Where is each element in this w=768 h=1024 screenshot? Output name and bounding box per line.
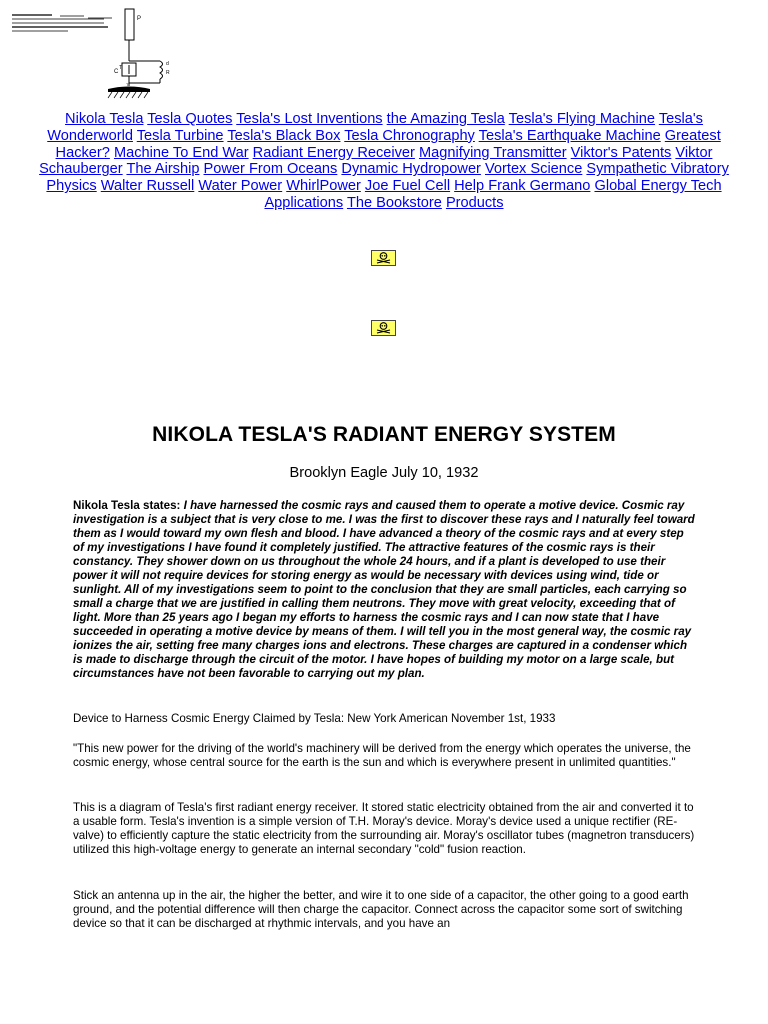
nav-link[interactable]: Help Frank Germano [454,178,591,195]
label-r: R [166,70,170,76]
nav-link[interactable]: Sympathetic Vibratory Physics [46,161,729,195]
nav-link[interactable]: Greatest Hacker? [55,127,721,161]
ground [108,87,150,93]
nav-link[interactable]: Joe Fuel Cell [364,178,451,195]
quote-paragraph: "This new power for the driving of the world's machinery will be derived from the energy which operates the universe, the cosmic energy, whose central source for the earth is the sun and which is everywhere present in unlimited quantities." [73,742,691,769]
nav-link[interactable]: Machine To End War [113,144,249,161]
nav-link[interactable]: Tesla's Lost Inventions [236,111,383,127]
nav-link[interactable]: Products [445,194,504,211]
nav-links [30,111,738,212]
nav-link[interactable]: The Airship [126,161,200,178]
nav-link[interactable]: Water Power [198,178,283,195]
diagram-header-strokes [12,15,112,31]
nav-link[interactable]: Tesla's Black Box [227,127,341,144]
antenna-plate [125,9,134,40]
nav-link[interactable]: Tesla's Earthquake Machine [478,127,661,144]
nav-link[interactable]: Nikola Tesla [65,111,144,127]
nav-link[interactable]: Applications [264,194,344,211]
diagram-description: This is a diagram of Tesla's first radiant energy receiver. It stored static electricity obtained from the air and converted it to a usable form. Tesla's invention is a simple version of T.H. Moray's device. Moray's device used a unique rectifier (RE-valve) to efficiently capture the static electricity from the surrounding air. Moray's oscillator tubes (magnetron transducers) utilized this high-voltage energy to generate an internal secondary "cold" fusion reaction. [73,801,695,856]
nav-link[interactable]: Vortex Science [484,161,583,178]
nav-link[interactable]: The Bookstore [346,194,442,211]
skull-icon[interactable] [371,250,396,266]
label-p: P [137,16,142,22]
nav-link[interactable]: Magnifying Transmitter [418,144,567,161]
statement-quote: I have harnessed the cosmic rays and caused them to operate a motive device. Cosmic ray investigation is a subject that is very close to me. I was the first to discover these rays and I naturally feel toward them as I would toward my own flesh and blood. I have advanced a theory of the cosmic rays and at every step of my investigations I have found it completely justified. The attractive features of the cosmic rays is their constancy. They shower down on us throughout the whole 24 hours, and if a plant is developed to use their power it will not require devices for storing energy as would be necessary with devices using wind, tide or sunlight. All of my investigations seem to point to the conclusion that they are small particles, each carrying so small a charge that we are justified in calling them neutrons. They move with great velocity, exceeding that of light. More than 25 years ago I began my efforts to harness the cosmic rays and I can now state that I have succeeded in operating a motive device by means of them. I will tell you in the most general way, the cosmic ray ionizes the air, setting free many charges ions and electrons. These charges are captured in a condenser which is made to discharge through the circuit of the motor. I have hopes of building my motor on a large scale, but circumstances have not been favorable to carrying out my plan. [73,499,695,680]
skull-icon[interactable] [371,320,396,336]
nav-link[interactable]: Power From Oceans [203,161,338,178]
nav-link[interactable]: Tesla Quotes [147,111,233,127]
nav-link[interactable]: Radiant Energy Receiver [252,144,415,161]
nav-link[interactable]: Walter Russell [100,178,195,195]
antenna-instructions: Stick an antenna up in the air, the higher the better, and wire it to one side of a capacitor, the other going to a good earth ground, and the potential difference will then charge the capacitor. Connect across the capacitor some sort of switching device so that it can be discharged at rhythmic intervals, and you have an [73,889,689,930]
coil [160,61,163,79]
nav-link[interactable]: Tesla Turbine [136,127,224,144]
label-t: T [119,65,123,71]
nav-link[interactable]: the Amazing Tesla [386,111,505,127]
statement-lead: Nikola Tesla states: [73,499,184,512]
source-line: Device to Harness Cosmic Energy Claimed by Tesla: New York American November 1st, 1933 [73,712,556,725]
skull-icon-graphic [375,252,392,264]
nav-link[interactable]: Viktor's Patents [570,144,672,161]
nav-link[interactable]: Viktor Schauberger [39,144,713,178]
nav-link[interactable]: Dynamic Hydropower [341,161,481,178]
nav-link[interactable]: WhirlPower [286,178,361,195]
label-t-prime: T' [126,82,130,87]
radiant-energy-diagram [8,6,188,110]
article-subtitle: Brooklyn Eagle July 10, 1932 [289,465,479,481]
label-d: d [166,61,169,67]
nav-link[interactable]: Global Energy Tech [594,178,722,195]
nav-link[interactable]: Tesla's Flying Machine [508,111,656,127]
skull-icon-graphic [375,322,392,334]
label-c: C [114,69,119,75]
page-title: NIKOLA TESLA'S RADIANT ENERGY SYSTEM [152,423,616,446]
nav-link[interactable]: Tesla Chronography [344,127,475,144]
tesla-statement [73,499,697,681]
nav-link[interactable]: Tesla's Wonderworld [47,111,703,144]
